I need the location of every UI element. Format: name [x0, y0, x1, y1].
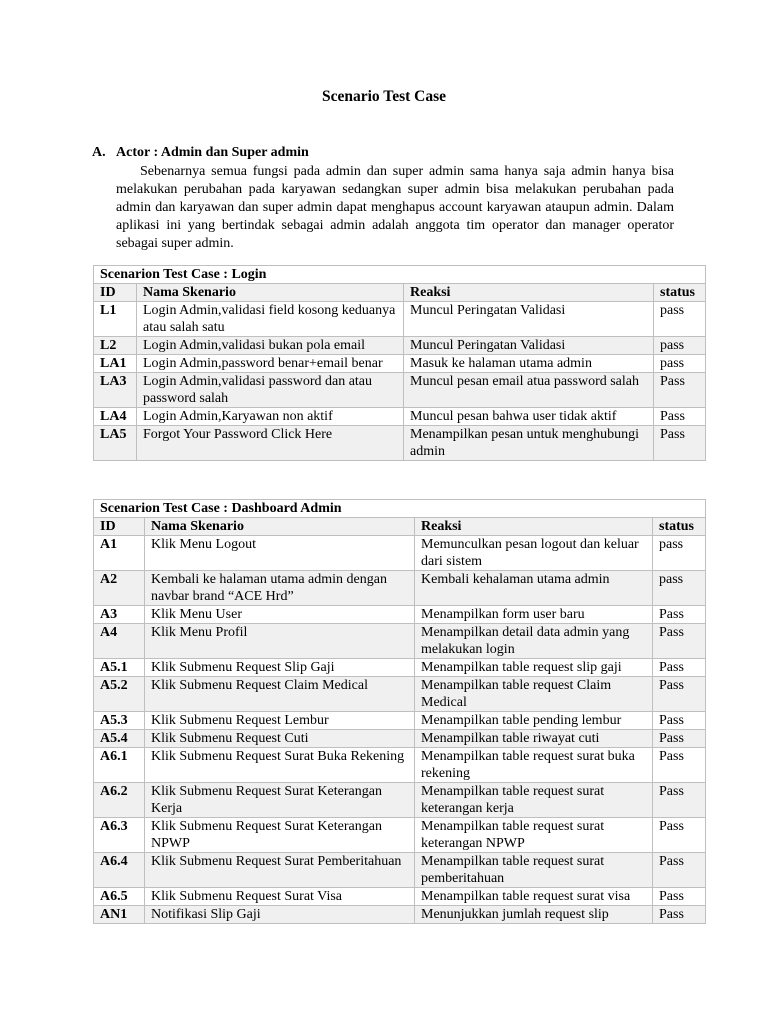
- cell-skenario: Klik Menu User: [145, 606, 415, 624]
- cell-skenario: Login Admin,validasi bukan pola email: [137, 337, 404, 355]
- cell-id: L2: [94, 337, 137, 355]
- cell-reaksi: Menampilkan table pending lembur: [415, 712, 653, 730]
- column-header-skenario: Nama Skenario: [137, 284, 404, 302]
- table-row: [94, 659, 706, 677]
- cell-skenario: Klik Submenu Request Cuti: [145, 730, 415, 748]
- cell-id: A5.2: [94, 677, 145, 712]
- column-header-skenario: Nama Skenario: [145, 518, 415, 536]
- table-row: [94, 730, 706, 748]
- cell-reaksi: Muncul pesan bahwa user tidak aktif: [404, 408, 654, 426]
- cell-status: Pass: [654, 426, 706, 461]
- section-heading: [92, 145, 309, 161]
- cell-skenario: Klik Submenu Request Lembur: [145, 712, 415, 730]
- table-header-row: [94, 284, 706, 302]
- cell-reaksi: Menampilkan table request surat keterangan kerja: [415, 783, 653, 818]
- cell-id: LA1: [94, 355, 137, 373]
- cell-status: Pass: [653, 748, 706, 783]
- table-row: [94, 677, 706, 712]
- table-row: [94, 712, 706, 730]
- login-test-case-table: [93, 265, 706, 461]
- table-row: [94, 853, 706, 888]
- cell-status: Pass: [653, 712, 706, 730]
- table-row: [94, 571, 706, 606]
- cell-status: pass: [653, 536, 706, 571]
- cell-reaksi: Menampilkan table request surat buka rekening: [415, 748, 653, 783]
- cell-id: A6.5: [94, 888, 145, 906]
- section-letter: A.: [92, 145, 106, 160]
- cell-status: Pass: [653, 888, 706, 906]
- dashboard-test-case-table: [93, 499, 706, 924]
- table-row: [94, 408, 706, 426]
- column-header-reaksi: Reaksi: [415, 518, 653, 536]
- cell-skenario: Klik Submenu Request Surat Keterangan NPWP: [145, 818, 415, 853]
- cell-reaksi: Muncul Peringatan Validasi: [404, 302, 654, 337]
- cell-id: A5.4: [94, 730, 145, 748]
- cell-status: Pass: [653, 624, 706, 659]
- cell-id: A6.4: [94, 853, 145, 888]
- cell-id: A3: [94, 606, 145, 624]
- cell-skenario: Klik Menu Logout: [145, 536, 415, 571]
- cell-reaksi: Menampilkan table request surat keterangan NPWP: [415, 818, 653, 853]
- section-heading-text: Actor : Admin dan Super admin: [116, 145, 309, 160]
- cell-skenario: Klik Submenu Request Surat Buka Rekening: [145, 748, 415, 783]
- cell-skenario: Klik Submenu Request Claim Medical: [145, 677, 415, 712]
- column-header-status: status: [653, 518, 706, 536]
- table-row: [94, 624, 706, 659]
- cell-reaksi: Menampilkan table request Claim Medical: [415, 677, 653, 712]
- table-row: [94, 373, 706, 408]
- cell-reaksi: Masuk ke halaman utama admin: [404, 355, 654, 373]
- cell-status: pass: [654, 337, 706, 355]
- cell-skenario: Login Admin,validasi password dan atau password salah: [137, 373, 404, 408]
- cell-reaksi: Menunjukkan jumlah request slip: [415, 906, 653, 924]
- cell-skenario: Login Admin,password benar+email benar: [137, 355, 404, 373]
- cell-id: L1: [94, 302, 137, 337]
- table-row: [94, 818, 706, 853]
- cell-status: Pass: [653, 730, 706, 748]
- cell-skenario: Klik Submenu Request Surat Keterangan Kerja: [145, 783, 415, 818]
- document-title: Scenario Test Case: [322, 88, 446, 105]
- cell-reaksi: Menampilkan form user baru: [415, 606, 653, 624]
- table-caption-row: [94, 266, 706, 284]
- section-paragraph: Sebenarnya semua fungsi pada admin dan super admin sama hanya saja admin hanya bisa melakukan perubahan pada karyawan sedangkan super admin bisa melakukan perubahan pada admin dan karyawan dan super admin dapat menghapus account karyawan ataupun admin. Dalam aplikasi ini yang bertindak sebagai admin adalah anggota tim operator dan manager operator sebagai super admin.: [116, 164, 674, 251]
- cell-status: Pass: [653, 783, 706, 818]
- column-header-id: ID: [94, 518, 145, 536]
- cell-status: pass: [654, 355, 706, 373]
- table-header-row: [94, 518, 706, 536]
- cell-id: A6.3: [94, 818, 145, 853]
- table-row: [94, 302, 706, 337]
- cell-skenario: Klik Menu Profil: [145, 624, 415, 659]
- cell-reaksi: Menampilkan table riwayat cuti: [415, 730, 653, 748]
- table-caption: Scenarion Test Case : Dashboard Admin: [94, 500, 706, 518]
- cell-reaksi: Menampilkan detail data admin yang melakukan login: [415, 624, 653, 659]
- table-caption: Scenarion Test Case : Login: [94, 266, 706, 284]
- table-row: [94, 355, 706, 373]
- table-row: [94, 606, 706, 624]
- cell-reaksi: Kembali kehalaman utama admin: [415, 571, 653, 606]
- cell-id: A1: [94, 536, 145, 571]
- table-row: [94, 337, 706, 355]
- cell-skenario: Klik Submenu Request Surat Visa: [145, 888, 415, 906]
- cell-reaksi: Muncul Peringatan Validasi: [404, 337, 654, 355]
- cell-skenario: Forgot Your Password Click Here: [137, 426, 404, 461]
- cell-id: A5.1: [94, 659, 145, 677]
- cell-reaksi: Muncul pesan email atua password salah: [404, 373, 654, 408]
- cell-status: Pass: [654, 373, 706, 408]
- cell-skenario: Klik Submenu Request Slip Gaji: [145, 659, 415, 677]
- cell-id: A5.3: [94, 712, 145, 730]
- cell-status: Pass: [653, 818, 706, 853]
- cell-status: pass: [654, 302, 706, 337]
- table-row: [94, 906, 706, 924]
- cell-status: Pass: [653, 606, 706, 624]
- cell-status: Pass: [654, 408, 706, 426]
- table-row: [94, 536, 706, 571]
- cell-id: LA3: [94, 373, 137, 408]
- cell-id: LA4: [94, 408, 137, 426]
- table-row: [94, 748, 706, 783]
- cell-reaksi: Memunculkan pesan logout dan keluar dari sistem: [415, 536, 653, 571]
- column-header-id: ID: [94, 284, 137, 302]
- cell-id: A2: [94, 571, 145, 606]
- table-row: [94, 426, 706, 461]
- cell-id: LA5: [94, 426, 137, 461]
- cell-status: Pass: [653, 853, 706, 888]
- cell-id: A4: [94, 624, 145, 659]
- cell-id: A6.1: [94, 748, 145, 783]
- cell-reaksi: Menampilkan table request surat visa: [415, 888, 653, 906]
- cell-id: A6.2: [94, 783, 145, 818]
- cell-reaksi: Menampilkan pesan untuk menghubungi admin: [404, 426, 654, 461]
- cell-status: Pass: [653, 906, 706, 924]
- table-caption-row: [94, 500, 706, 518]
- cell-skenario: Login Admin,Karyawan non aktif: [137, 408, 404, 426]
- cell-reaksi: Menampilkan table request surat pemberitahuan: [415, 853, 653, 888]
- cell-reaksi: Menampilkan table request slip gaji: [415, 659, 653, 677]
- cell-status: Pass: [653, 677, 706, 712]
- cell-skenario: Login Admin,validasi field kosong keduanya atau salah satu: [137, 302, 404, 337]
- column-header-status: status: [654, 284, 706, 302]
- cell-skenario: Notifikasi Slip Gaji: [145, 906, 415, 924]
- table-row: [94, 888, 706, 906]
- table-row: [94, 783, 706, 818]
- cell-skenario: Klik Submenu Request Surat Pemberitahuan: [145, 853, 415, 888]
- cell-status: pass: [653, 571, 706, 606]
- cell-status: Pass: [653, 659, 706, 677]
- cell-id: AN1: [94, 906, 145, 924]
- column-header-reaksi: Reaksi: [404, 284, 654, 302]
- cell-skenario: Kembali ke halaman utama admin dengan navbar brand “ACE Hrd”: [145, 571, 415, 606]
